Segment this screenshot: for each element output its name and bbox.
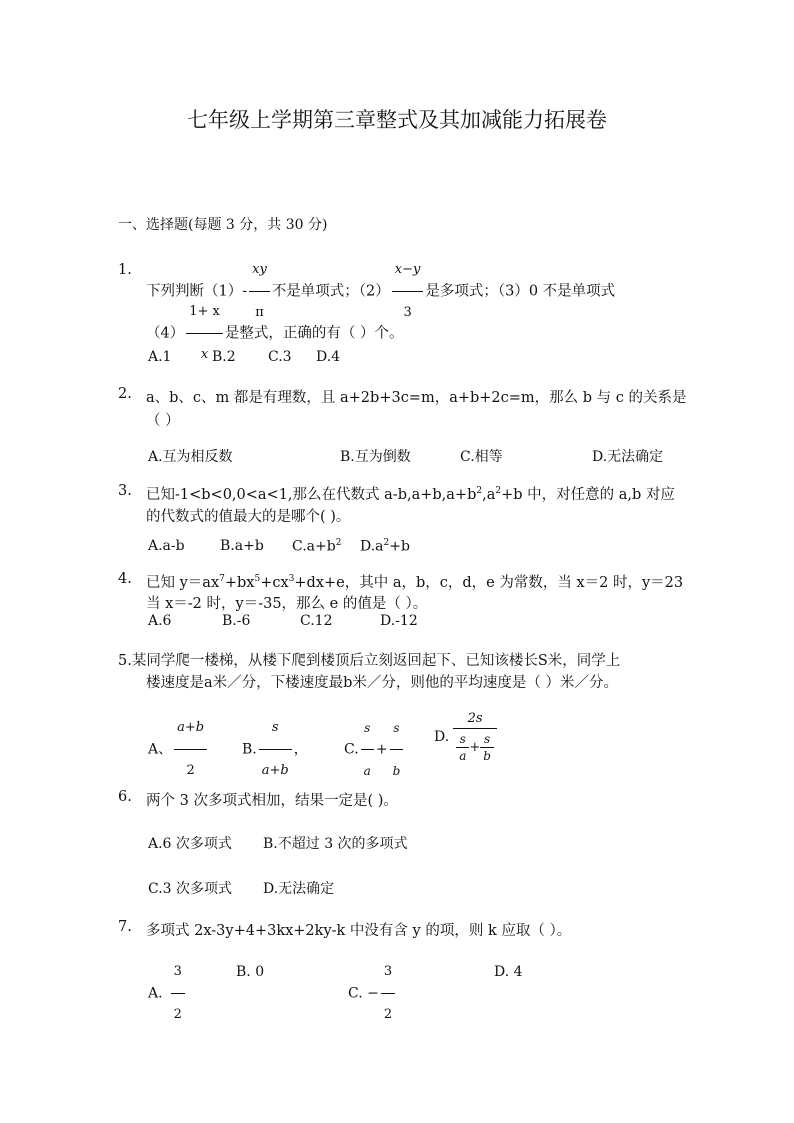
fraction-s-over-b: $\frac{s}{b}$ — [390, 708, 404, 791]
question-7-number: 7. — [118, 919, 132, 935]
question-5-option-d: D. 2s $\frac{s}{a}$ + $\frac{s}{b}$ — [434, 706, 499, 768]
question-3-option-a: A.a-b — [148, 538, 185, 554]
question-7-option-c: C. − $\frac{3}{2}$ — [348, 952, 397, 1035]
question-3-number: 3. — [118, 483, 132, 499]
question-1-option-a: A.1 — [148, 349, 172, 365]
question-1-option-d: D.4 — [316, 349, 341, 365]
question-2-line-1: a、b、c、m 都是有理数，且 a+2b+3c=m，a+b+2c=m，那么 b 与 c 的关系是 — [146, 390, 687, 406]
fraction-s-over-a: $\frac{s}{a}$ — [361, 708, 374, 791]
question-4-line-1: 已知 $y=ax^7+bx^5+cx^3+dx+e$，其中 a，b，c，d，e 为常数，当 x＝2 时，y＝23 — [146, 574, 684, 591]
question-2-option-c: C.相等 — [460, 449, 503, 465]
question-3-option-c: $C.a+b^2$ — [292, 538, 342, 555]
question-5-line-2: 楼速度是a米／分，下楼速度最b米／分，则他的平均速度是（ ）米／分。 — [146, 675, 619, 691]
question-2-option-a: A.互为相反数 — [148, 449, 233, 465]
fraction-s-over-a-plus-b: $\frac{s}{a+b}$ — [259, 708, 292, 791]
page-title: 七年级上学期第三章整式及其加减能力拓展卷 — [187, 108, 607, 132]
question-6-line-1: 两个 3 次多项式相加，结果一定是( )。 — [146, 793, 398, 809]
question-6-option-d: D.无法确定 — [263, 881, 335, 897]
question-3-option-b: B.a+b — [220, 538, 264, 554]
question-4-number: 4. — [118, 571, 132, 587]
fraction-xy-over-pi: $\frac{xy}{\pi}$ — [249, 250, 270, 333]
question-7-option-d: D. 4 — [494, 964, 523, 980]
question-1-option-c: C.3 — [268, 349, 292, 365]
question-4-option-b: B.-6 — [222, 613, 251, 629]
question-3-option-d: $D.a^2+b$ — [360, 538, 410, 555]
question-7-option-b: B. 0 — [236, 964, 265, 980]
question-6-number: 6. — [118, 789, 132, 805]
question-5-line-1: 5.某同学爬一楼梯，从楼下爬到楼顶后立刻返回起下、已知该楼长S米，同学上 — [118, 653, 621, 669]
question-6-option-c: C.3 次多项式 — [148, 881, 233, 897]
question-1-option-b: B.2 — [212, 349, 236, 365]
question-2-option-b: B.互为倒数 — [340, 449, 411, 465]
question-1-line-1: 下列判断（1）- $\frac{xy}{\pi}$ 不是单项式；（2） $\frac{x-y}{3}$ 是多项式；（3）0 不是单项式 — [146, 250, 615, 333]
question-4-option-c: C.12 — [300, 613, 333, 629]
question-6-option-a: A.6 次多项式 — [148, 836, 232, 852]
question-7-line-1: 多项式 2x-3y+4+3kx+2ky-k 中没有含 y 的项，则 k 应取（ ）。 — [146, 923, 572, 939]
question-6-option-b: B.不超过 3 次的多项式 — [263, 836, 408, 852]
question-2-option-d: D.无法确定 — [592, 449, 664, 465]
question-2-line-2: （ ） — [146, 413, 180, 429]
complex-fraction-2s: 2s $\frac{s}{a}$ + $\frac{s}{b}$ — [453, 711, 497, 763]
fraction-3-over-2-negative: $\frac{3}{2}$ — [381, 952, 395, 1035]
question-3-line-2: 的代数式的值最大的是哪个( )。 — [146, 509, 351, 525]
question-5-option-c: C. $\frac{s}{a}$ + $\frac{s}{b}$ — [344, 708, 405, 791]
fraction-x-minus-y-over-3: $\frac{x-y}{3}$ — [392, 250, 424, 333]
question-4-option-a: A.6 — [148, 613, 172, 629]
question-4-option-d: D.-12 — [380, 613, 418, 629]
question-3-line-1: 已知-1<b<0,0<a<1,那么在代数式 $a-b,a+b,a+b^2,a^2+b$ 中，对任意的 a,b 对应 — [146, 486, 675, 503]
fraction-1-plus-x-over-x: $\frac{1+ x}{x}$ — [186, 292, 223, 375]
question-2-number: 2. — [118, 386, 132, 402]
question-7-option-a: A. $\frac{3}{2}$ — [148, 952, 187, 1035]
fraction-a-plus-b-over-2: $\frac{a+b}{2}$ — [174, 708, 207, 791]
fraction-3-over-2: $\frac{3}{2}$ — [171, 952, 185, 1035]
question-1-line-2: （4） $\frac{1+ x}{x}$ 是整式，正确的有（ ）个。 — [146, 292, 403, 375]
question-4-line-2: 当 x＝-2 时，y＝-35，那么 e 的值是（ ）。 — [146, 596, 428, 612]
question-1-number: 1. — [118, 262, 132, 278]
question-5-option-b: B. $\frac{s}{a+b}$ ， — [242, 708, 308, 791]
question-5-option-a: A、 $\frac{a+b}{2}$ — [148, 708, 209, 791]
section-heading: 一、选择题(每题 3 分，共 30 分) — [118, 217, 328, 233]
